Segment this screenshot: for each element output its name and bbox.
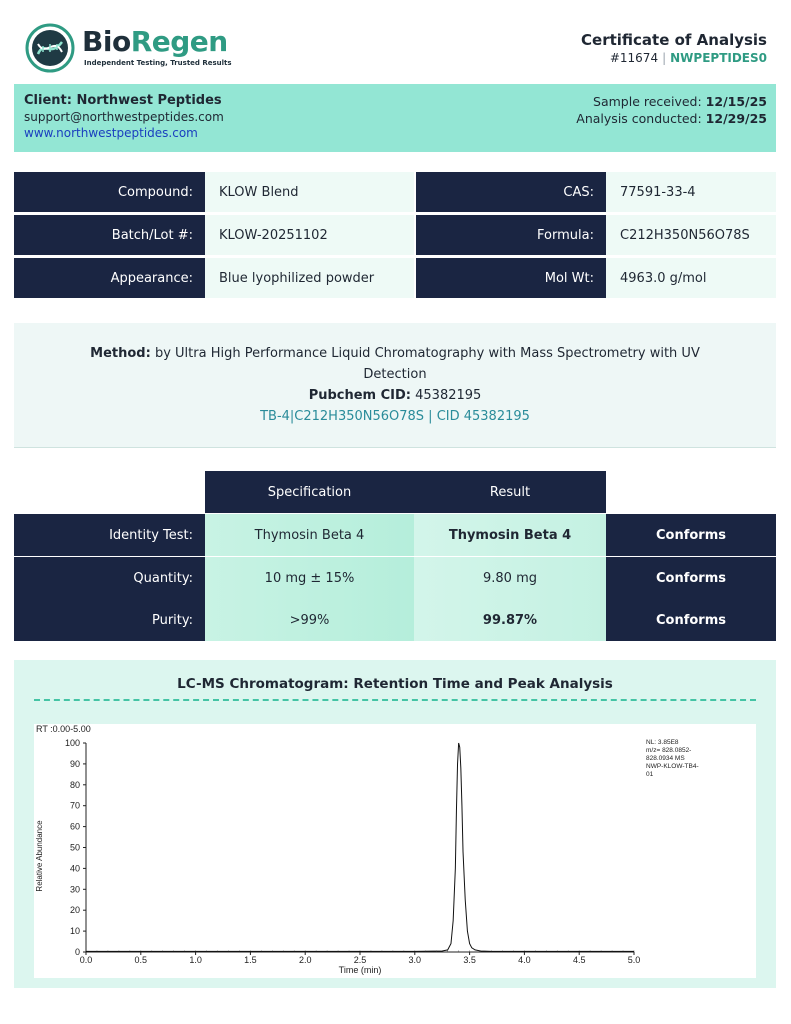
spec-row-label: Identity Test: bbox=[14, 514, 205, 556]
certificate-title: Certificate of Analysis bbox=[581, 31, 767, 49]
sample-dates bbox=[576, 93, 767, 127]
method-line-1 bbox=[14, 343, 776, 364]
cas-label: CAS: bbox=[416, 172, 606, 212]
y-tick-label: 70 bbox=[69, 800, 80, 811]
compound-label: Compound: bbox=[14, 172, 205, 212]
y-axis-label: Relative Abundance bbox=[35, 820, 44, 892]
sample-received-date: 12/15/25 bbox=[705, 94, 767, 109]
compound-reference: TB-4|C212H350N56O78S | CID 45382195 bbox=[260, 409, 530, 424]
compound-value: KLOW Blend bbox=[205, 172, 414, 212]
info-row-compound bbox=[14, 172, 776, 212]
y-tick-label: 90 bbox=[69, 758, 80, 769]
client-name: Client: Northwest Peptides bbox=[24, 93, 222, 108]
x-tick-label: 0.0 bbox=[79, 955, 93, 965]
x-tick-label: 3.0 bbox=[408, 955, 422, 965]
batch-value: KLOW-20251102 bbox=[205, 215, 414, 255]
rt-range-label: RT :0.00-5.00 bbox=[36, 724, 91, 734]
dna-helix-circle-icon bbox=[24, 22, 76, 74]
spec-row-quantity bbox=[14, 557, 776, 599]
method-text-2: Detection bbox=[363, 367, 427, 382]
brand-tagline: Independent Testing, Trusted Results bbox=[84, 59, 232, 67]
separator: | bbox=[662, 51, 667, 65]
spec-header: Specification bbox=[205, 471, 414, 513]
batch-label: Batch/Lot #: bbox=[14, 215, 205, 255]
ms-info-line: 01 bbox=[646, 771, 654, 778]
y-tick-label: 80 bbox=[69, 779, 80, 790]
formula-label: Formula: bbox=[416, 215, 606, 255]
spec-row-result: 9.80 mg bbox=[414, 557, 606, 599]
analysis-conducted-date: 12/29/25 bbox=[705, 111, 767, 126]
info-row-appearance bbox=[14, 258, 776, 298]
x-tick-label: 0.5 bbox=[134, 955, 148, 965]
x-tick-label: 4.5 bbox=[572, 955, 586, 965]
x-tick-label: 5.0 bbox=[627, 955, 641, 965]
ms-info-line: NWP-KLOW-TB4- bbox=[646, 763, 699, 770]
chromatogram-title: LC-MS Chromatogram: Retention Time and Peak Analysis bbox=[177, 676, 613, 692]
y-tick-label: 20 bbox=[69, 905, 80, 916]
y-tick-label: 50 bbox=[69, 842, 80, 853]
client-email[interactable]: support@northwestpeptides.com bbox=[24, 110, 224, 124]
sample-received-label: Sample received: bbox=[593, 94, 702, 109]
pubchem-label: Pubchem CID: bbox=[308, 388, 411, 403]
x-tick-label: 2.5 bbox=[353, 955, 367, 965]
info-row-batch bbox=[14, 215, 776, 255]
method-text-1: by Ultra High Performance Liquid Chromatography with Mass Spectrometry with UV bbox=[154, 346, 700, 361]
spec-row-result: 99.87% bbox=[414, 599, 606, 641]
ms-info-line: NL: 3.85E8 bbox=[646, 739, 679, 746]
molwt-label: Mol Wt: bbox=[416, 258, 606, 298]
spec-row-result: Thymosin Beta 4 bbox=[414, 514, 606, 556]
client-website-link[interactable]: www.northwestpeptides.com bbox=[24, 126, 198, 140]
x-tick-label: 1.0 bbox=[189, 955, 202, 965]
chart-ticks bbox=[65, 738, 640, 965]
chart-axes bbox=[86, 743, 634, 952]
ms-info-line: m/z= 828.0852- bbox=[646, 747, 692, 754]
y-tick-label: 30 bbox=[69, 884, 80, 895]
x-tick-label: 2.0 bbox=[298, 955, 312, 965]
molwt-value: 4963.0 g/mol bbox=[606, 258, 776, 298]
analysis-conducted-label: Analysis conducted: bbox=[576, 111, 702, 126]
certificate-number: #11674 bbox=[609, 51, 659, 65]
spec-row-identity bbox=[14, 514, 776, 556]
conforms-badge: Conforms bbox=[606, 514, 776, 556]
spec-row-purity bbox=[14, 599, 776, 641]
spec-row-spec: >99% bbox=[205, 599, 414, 641]
chromatogram-trace bbox=[86, 743, 634, 951]
x-tick-label: 3.5 bbox=[463, 955, 476, 965]
y-tick-label: 10 bbox=[69, 926, 80, 937]
formula-value: C212H350N56O78S bbox=[606, 215, 776, 255]
spec-row-label: Purity: bbox=[14, 599, 205, 641]
brand-name-part1: Bio bbox=[82, 25, 131, 58]
chart-series bbox=[86, 743, 634, 951]
cas-value: 77591-33-4 bbox=[606, 172, 776, 212]
brand-name-part2: Regen bbox=[130, 25, 228, 58]
certificate-code: NWPEPTIDES0 bbox=[670, 51, 767, 65]
spec-row-label: Quantity: bbox=[14, 557, 205, 599]
conforms-badge: Conforms bbox=[606, 557, 776, 599]
method-label: Method: bbox=[90, 346, 151, 361]
pubchem-line bbox=[14, 385, 776, 406]
pubchem-cid: 45382195 bbox=[415, 388, 482, 403]
x-tick-label: 4.0 bbox=[518, 955, 531, 965]
certificate-id bbox=[610, 51, 767, 65]
y-tick-label: 100 bbox=[64, 738, 80, 748]
y-tick-label: 40 bbox=[69, 863, 80, 874]
spec-row-spec: 10 mg ± 15% bbox=[205, 557, 414, 599]
x-axis-label: Time (min) bbox=[338, 965, 382, 975]
dashed-divider bbox=[34, 699, 756, 701]
ms-info-line: 828.0934 MS bbox=[646, 755, 685, 762]
ms-info-block bbox=[646, 739, 699, 778]
x-tick-label: 1.5 bbox=[244, 955, 257, 965]
appearance-label: Appearance: bbox=[14, 258, 205, 298]
result-header: Result bbox=[414, 471, 606, 513]
spec-row-spec: Thymosin Beta 4 bbox=[205, 514, 414, 556]
y-tick-label: 60 bbox=[69, 821, 80, 832]
chromatogram-chart bbox=[34, 724, 756, 978]
y-tick-label: 0 bbox=[74, 947, 80, 957]
chart-panel bbox=[34, 724, 756, 978]
appearance-value: Blue lyophilized powder bbox=[205, 258, 414, 298]
brand-name bbox=[82, 26, 228, 58]
conforms-badge: Conforms bbox=[606, 599, 776, 641]
